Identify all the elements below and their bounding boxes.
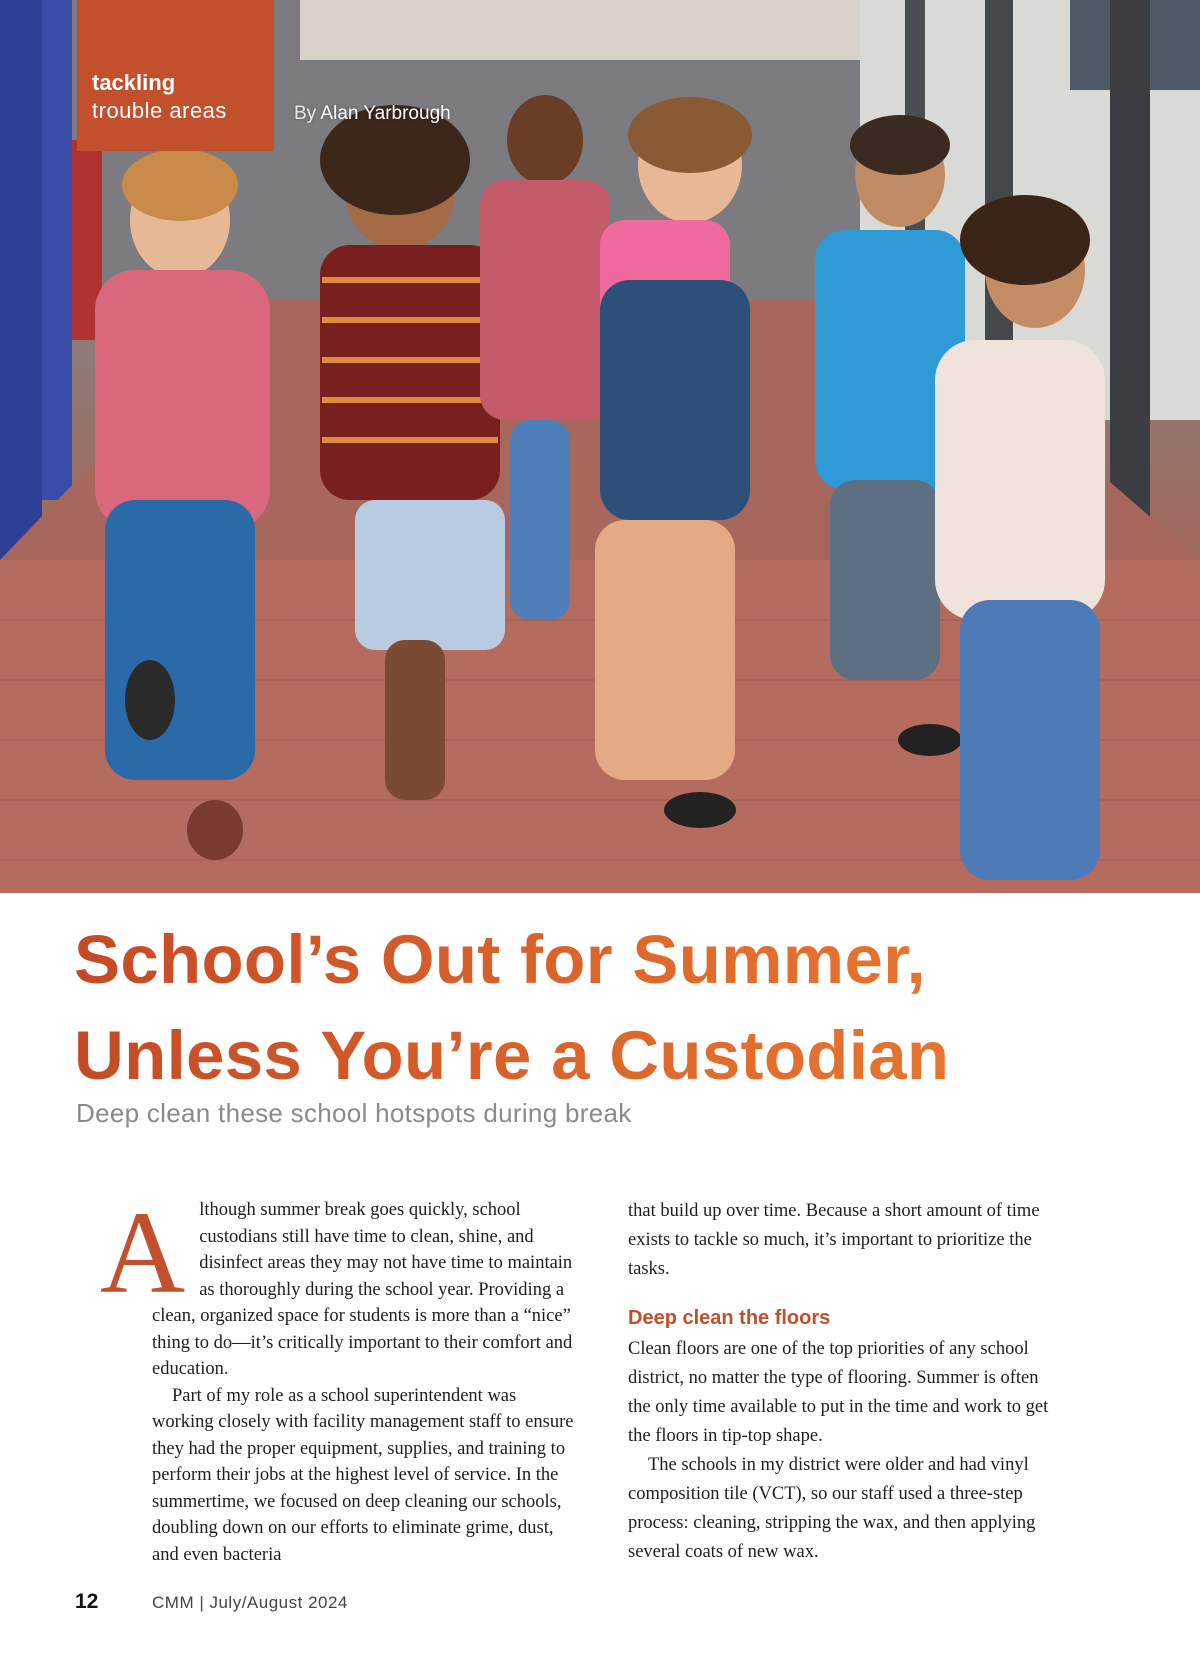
publication-footer: CMM | July/August 2024 <box>152 1593 348 1612</box>
paragraph-2-continued: that build up over time. Because a short amount of time exists to tackle so much, it’s important to prioritize the tasks. <box>628 1201 1040 1279</box>
paragraph-2: Part of my role as a school superintendent was working closely with facility management staff to ensure they had the proper equipment, supplies, and training to perform their jobs at the highest level of service. In the summertime, we focused on deep cleaning our schools, doubling down on our efforts to eliminate grime, dust, and even bacteria <box>152 1385 574 1565</box>
paragraph-4: The schools in my district were older and had vinyl composition tile (VCT), so our staff used a three-step process: cleaning, stripping the wax, and then applying several coats of new wax. <box>628 1455 1036 1562</box>
subhead-floors: Deep clean the floors <box>628 1307 831 1329</box>
drop-cap: A <box>100 1187 186 1318</box>
body-column-left <box>100 1187 577 1568</box>
body-column-right <box>628 1197 1058 1567</box>
byline-prefix: By <box>294 103 317 124</box>
kicker-line-1: tackling <box>92 70 176 95</box>
page-number: 12 <box>75 1590 99 1613</box>
article-dek: Deep clean these school hotspots during break <box>76 1098 632 1128</box>
article-title <box>74 912 1174 1104</box>
paragraph-1 <box>100 1187 577 1383</box>
title-line-1: School’s Out for Summer, <box>74 921 926 998</box>
kicker-line-2: trouble areas <box>92 98 227 123</box>
title-line-2: Unless You’re a Custodian <box>74 1017 950 1094</box>
section-kicker <box>77 0 274 151</box>
paragraph-1-text: lthough summer break goes quickly, school custodians still have time to clean, shine, and disinfect areas they may not have time to maintain as thoroughly during the school year. Providing a clean, organized space for students is more than a “nice” thing to do—it’s critically important to their comfort and education. <box>152 1200 573 1379</box>
byline <box>294 103 451 125</box>
author-name: Alan Yarbrough <box>320 103 451 124</box>
paragraph-3: Clean floors are one of the top priorities of any school district, no matter the type of flooring. Summer is often the only time available to put in the time and work to get the floors in tip-top shape. <box>628 1339 1049 1446</box>
